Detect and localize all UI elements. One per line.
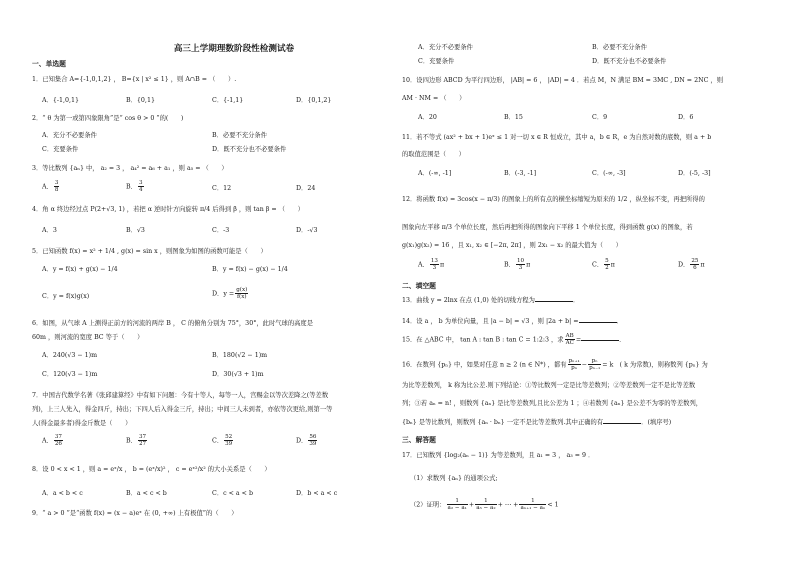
question-5-option-b[interactable]: B．y = f(x) − g(x) − 1/4	[212, 266, 288, 273]
question-13-text: 13．曲线 y = 2lnx 在点 (1,0) 处的切线方程为	[402, 297, 535, 304]
question-3-stem: 3．等比数列 {aₙ} 中， a₂ = 3 ， a₄² = a₆ + a₁ ，则 a₅ = （ ）	[32, 165, 228, 172]
question-17-part-2-label: （2）证明：	[410, 501, 446, 509]
question-4-option-c[interactable]: C．-3	[212, 227, 230, 234]
question-11-option-d[interactable]: D．(-5, -3]	[678, 170, 711, 177]
question-16-answer-blank[interactable]	[603, 418, 641, 424]
question-11-stem-line-2: 的取值范围是（ ）	[402, 151, 465, 158]
fraction: $\frac{\text{pₙ₊₁}}{\text{pₙ}}$	[568, 358, 580, 372]
question-10-option-c[interactable]: C．9	[592, 114, 608, 121]
section-fill-in: 二、填空题	[402, 282, 436, 290]
fraction: $\frac{g(x)}{f(x)}$	[236, 287, 248, 301]
question-4-stem: 4．角 α 终边经过点 P(2+√3, 1) ，若把 α 逆时针方向旋转 π/4 后得到 β ，则 tan β = （ ）	[32, 206, 304, 213]
question-10-stem-line-1: 10．设四边形 ABCD 为平行四边形， |AB| = 6 ， |AD| = 4 ．若点 M，N 满足 BM = 3MC , DN = 2NC ，则	[402, 77, 724, 84]
question-1-option-b[interactable]: B．{0,1}	[126, 97, 155, 104]
option-label: C．	[592, 261, 604, 269]
question-12-stem-line-3: g(x₁)g(x₂) = 16 ，且 x₁, x₂ ∈ [−2π, 2π] ，则 2x₁ − x₂ 的最大值为（ ）	[402, 242, 622, 249]
fraction: $\frac{1}{\text{a₂ − a₁}}$	[447, 498, 467, 512]
question-2-option-d[interactable]: D．既不充分也不必要条件	[212, 146, 287, 153]
question-8-option-d[interactable]: D．b < a < c	[296, 490, 338, 497]
question-15-answer-blank[interactable]	[581, 335, 619, 341]
option-label: D．	[296, 437, 308, 445]
fraction: $\frac{\text{pₙ}}{\text{pₙ₋₁}}$	[589, 358, 601, 372]
question-4-option-d[interactable]: D．-√3	[296, 227, 318, 234]
section-solutions: 三、解答题	[402, 436, 436, 444]
fraction: $\frac{13}{3}$	[430, 258, 438, 272]
question-6-option-d[interactable]: D．30(√3 + 1)m	[212, 371, 264, 378]
question-7-option-b[interactable]	[126, 434, 148, 448]
minus-sign: −	[581, 361, 588, 369]
option-label: B．	[126, 437, 137, 445]
question-5-stem: 5．已知函数 f(x) = x² + 1/4 , g(x) = sin x ，则图象为如图的函数可能是（ ）	[32, 248, 267, 255]
question-16-stem-line-4	[402, 418, 671, 427]
question-16-stem-line-3: 列；③若 aₙ = n! ，则数列 {aₙ} 是比等差数列,且比公差为 1 ；④若数列 {aₙ} 是公差不为零的等差数列，	[402, 400, 703, 407]
question-6-stem-line-2: 60m ，则河流的宽度 BC 等于（ ）	[32, 334, 144, 341]
fraction: $\frac{10}{3}$	[516, 258, 525, 272]
question-6-option-b[interactable]: B．180(√2 − 1)m	[212, 352, 268, 359]
question-11-option-c[interactable]: C．(-∞, -3]	[592, 170, 626, 177]
option-label: C．	[212, 437, 224, 445]
question-10-stem-line-2: AM · NM = （ ）	[402, 95, 466, 102]
question-7-stem-line-3: 人(得金最多者)得金斤数是（ ）	[32, 420, 132, 427]
fraction: $\frac{3}{8}$	[54, 180, 59, 194]
question-12-stem-line-2: 图象向左平移 π/3 个单位长度，然后再把所得的图象向下平移 1 个单位长度，得到函数 g(x) 的图象，若	[402, 224, 693, 231]
question-14-stem: 14．设 a ， b 为单位向量，且 |a − b| = √3 ，则 |2a + b| = ．	[402, 318, 623, 325]
question-7-stem-line-2: 列)，上三人先入，得金四斤，持出；下四人后入得金三斤，持出；中间三人未到者，亦依等次更给,则第一等	[32, 406, 333, 413]
option-label: A．	[42, 183, 53, 191]
option-label: B．	[504, 261, 515, 269]
question-16-stem-line-1	[402, 358, 708, 372]
question-16-text-4: {bₙ} 是等比数列，则数列 {aₙ · bₙ} 一定不是比等差数列.其中正确的有	[402, 419, 604, 426]
question-17-stem: 17．已知数列 {log₂(aₙ − 1)} 为等差数列，且 a₁ = 3 ， a₃ = 9 ．	[402, 452, 595, 459]
question-10-option-b[interactable]: B．15	[504, 114, 523, 121]
question-1-option-c[interactable]: C．{-1,1}	[212, 97, 244, 104]
question-7-option-d[interactable]	[296, 434, 318, 448]
question-11-stem-line-1: 11．若不等式 (ax² + bx + 1)eˣ ≤ 1 对一切 x ∈ R 恒成立，其中 a，b ∈ R，e 为自然对数的底数，则 a + b	[402, 134, 712, 141]
question-3-option-c[interactable]: C．12	[212, 185, 232, 192]
question-12-option-b[interactable]	[504, 258, 530, 272]
question-3-option-b[interactable]	[126, 180, 145, 194]
question-9-option-d[interactable]: D．既不充分也不必要条件	[592, 58, 667, 65]
question-13-stem: 13．曲线 y = 2lnx 在点 (1,0) 处的切线方程为 ．	[402, 297, 580, 304]
option-label: D．	[678, 261, 690, 269]
question-3-option-d[interactable]: D．24	[296, 185, 316, 192]
question-2-stem: 2．“ θ 为第一或第四象限角”是“ cos θ > 0 ”的( )	[32, 115, 184, 122]
equals-sign: =	[575, 336, 582, 344]
question-12-option-c[interactable]	[592, 258, 615, 272]
option-label: B．	[126, 183, 137, 191]
question-12-stem-line-1: 12．将函数 f(x) = 3cos(x − π/3) 的图象上的所有点的横坐标缩短为原来的 1/2 ，纵坐标不变，再把所得的	[402, 196, 705, 203]
pi-symbol: π	[700, 261, 705, 269]
inequality-tail: < 1	[547, 501, 559, 509]
fraction: $\frac{25}{6}$	[691, 258, 699, 272]
option-label: D．y =	[212, 290, 235, 298]
question-2-option-a[interactable]: A．充分不必要条件	[42, 132, 97, 139]
question-11-option-a[interactable]: A．(-∞, -1]	[418, 170, 452, 177]
question-7-stem-line-1: 7．中国古代数学名著《张邱建算经》中有如下问题：今有十等人，每等一人，宫赐金以等次差降之(等差数	[32, 392, 329, 399]
question-2-option-c[interactable]: C．充要条件	[42, 146, 79, 153]
question-8-option-c[interactable]: C．c < a < b	[212, 490, 253, 497]
question-7-option-a[interactable]	[42, 434, 64, 448]
question-11-option-b[interactable]: B．(-3, -1]	[504, 170, 537, 177]
question-8-stem: 8．设 0 < x < 1 ，则 a = eˣ/x ， b = (eˣ/x)² ， c = eˣ²/x² 的大小关系是（ ）	[32, 466, 271, 473]
question-6-option-a[interactable]: A．240(√3 − 1)m	[42, 352, 98, 359]
fraction: $\frac{1}{\text{aₙ₊₁ − aₙ}}$	[520, 498, 546, 512]
question-8-option-b[interactable]: B．a < c < b	[126, 490, 167, 497]
question-12-option-a[interactable]	[418, 258, 444, 272]
fraction: $\frac{5}{2}$	[605, 258, 609, 272]
question-13-answer-blank[interactable]	[535, 296, 573, 302]
fraction: $\frac{AB}{AC}$	[565, 333, 574, 347]
question-3-option-a[interactable]	[42, 180, 60, 194]
pi-symbol: π	[439, 261, 445, 269]
pi-symbol: π	[526, 261, 531, 269]
fraction: $\frac{52}{39}$	[225, 434, 233, 448]
question-17-part-1: （1）求数列 {aₙ} 的通项公式;	[410, 475, 498, 482]
question-2-option-b[interactable]: B．必要不充分条件	[212, 132, 268, 139]
fraction: $\frac{56}{39}$	[309, 434, 317, 448]
question-15-stem: 15．在 △ABC 中， tan A : tan B : tan C = 1:2:3 ，求 $\frac{AB}{AC}$ = ．	[402, 333, 626, 347]
fraction: $\frac{3}{4}$	[138, 180, 143, 194]
fraction: $\frac{1}{\text{a₃ − a₂}}$	[476, 498, 496, 512]
question-1-stem: 1．已知集合 A={-1,0,1,2} ， B={x | x² ≤ 1} ，则 A∩B = （ ）.	[32, 76, 237, 83]
option-label: A．	[418, 261, 429, 269]
question-8-option-a[interactable]: A．a < b < c	[42, 490, 83, 497]
section-single-choice: 一、单选题	[32, 60, 66, 68]
fraction: $\frac{37}{27}$	[138, 434, 147, 448]
question-9-option-b[interactable]: B．必要不充分条件	[592, 44, 648, 51]
question-5-option-d[interactable]	[212, 287, 249, 301]
question-9-option-c[interactable]: C．充要条件	[418, 58, 455, 65]
question-14-text: 14．设 a ， b 为单位向量，且 |a − b| = √3 ，则 |2a + b| =	[402, 318, 579, 325]
question-10-option-a[interactable]: A．20	[418, 114, 437, 121]
question-12-option-d[interactable]	[678, 258, 705, 272]
question-6-stem-line-1: 6．如图，从气球 A 上测得正前方的河流的两岸 B ， C 的俯角分别为 75°，30°，此时气球的高度是	[32, 320, 314, 327]
question-16-text-cont: = k ( k 为常数)，则称数列 {pₙ} 为	[602, 361, 708, 369]
question-16-stem-line-2: 为比等差数列， k 称为比公差.则下列结论：①等比数列一定是比等差数列；②等差数列一定不是比等差数	[402, 382, 696, 389]
question-7-option-c[interactable]	[212, 434, 234, 448]
question-14-answer-blank[interactable]	[579, 317, 617, 323]
question-16-hint: ．(填序号)	[641, 419, 672, 426]
question-15-text: 15．在 △ABC 中， tan A : tan B : tan C = 1:2:3 ，求	[402, 336, 564, 344]
question-9-stem: 9．“ a > 0 ”是“函数 f(x) = (x − a)eˣ 在 (0, +∞) 上有极值”的（ ）	[32, 510, 238, 517]
question-9-option-a[interactable]: A．充分不必要条件	[418, 44, 473, 51]
question-6-option-c[interactable]: C．120(√3 − 1)m	[42, 371, 98, 378]
question-5-option-a[interactable]: A．y = f(x) + g(x) − 1/4	[42, 266, 118, 273]
question-4-option-a[interactable]: A．3	[42, 227, 57, 234]
question-1-option-a[interactable]: A．{-1,0,1}	[42, 97, 80, 104]
pi-symbol: π	[610, 261, 615, 269]
ellipsis: + ⋯ +	[497, 501, 519, 509]
question-16-text: 16．在数列 {pₙ} 中，如果对任意 n ≥ 2 (n ∈ N*) ，都有	[402, 361, 567, 369]
question-1-option-d[interactable]: D．{0,1,2}	[296, 97, 332, 104]
fraction: $\frac{37}{26}$	[54, 434, 62, 448]
question-4-option-b[interactable]: B．√3	[126, 227, 145, 234]
question-10-option-d[interactable]: D．6	[678, 114, 694, 121]
question-17-part-2: （2）证明： $\frac{1}{\text{a₂ − a₁}}$ + $\frac{1}{\text{a₃ − a₂}}$ + ⋯ + $\frac{1}{\text{aₙ₊₁ − aₙ}}$ < 1	[410, 498, 559, 512]
page-title: 高三上学期理数阶段性检测试卷	[173, 44, 295, 54]
option-label: A．	[42, 437, 53, 445]
question-5-option-c[interactable]: C．y = f(x)g(x)	[42, 293, 90, 300]
